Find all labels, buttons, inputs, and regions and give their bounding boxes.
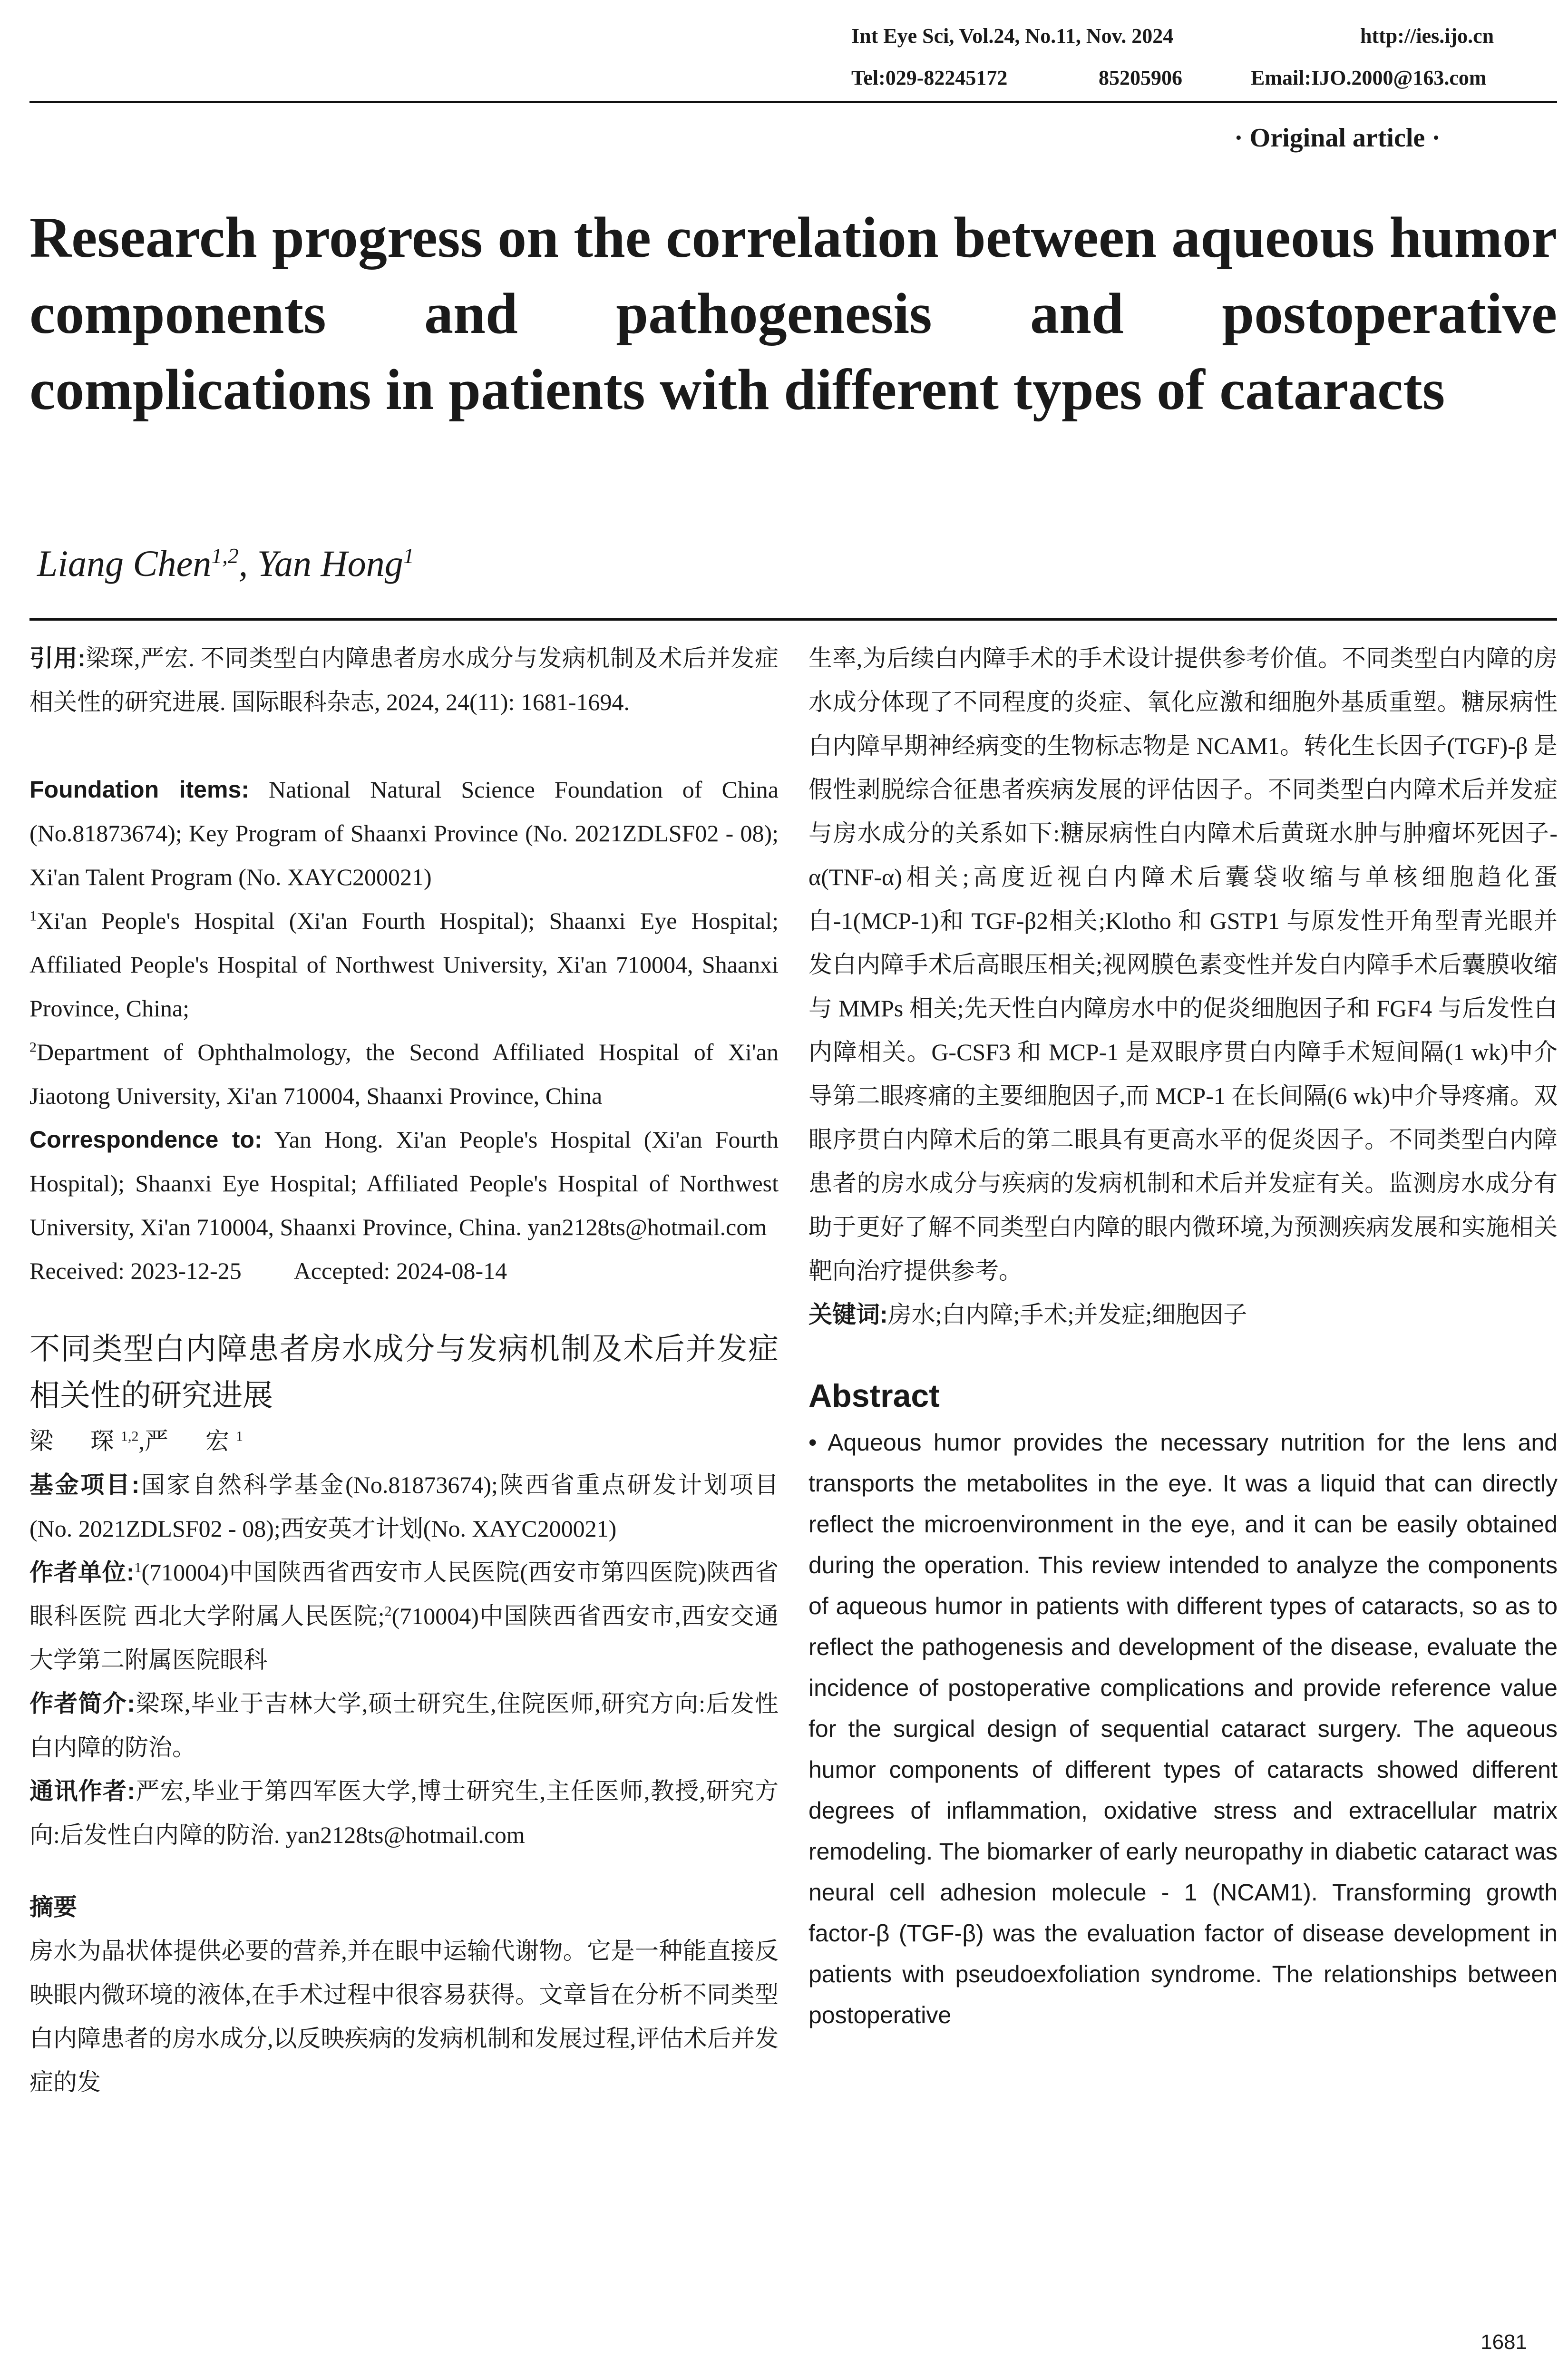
left-column xyxy=(29,636,779,2104)
journal-tel: Tel:029-82245172 xyxy=(851,66,1008,89)
unit-label: 作者单位: xyxy=(29,1559,135,1586)
correspondence-label: Correspondence to: xyxy=(29,1126,263,1153)
foundation-block xyxy=(29,768,779,899)
chinese-abstract-text: 房水为晶状体提供必要的营养,并在眼中运输代谢物。它是一种能直接反映眼内微环境的液体,在手术过程中很容易获得。文章旨在分析不同类型白内障患者的房水成分,以反映疾病的发病机制和发展过程,评估术后并发症的发 xyxy=(29,1938,779,2095)
journal-tel-2: 85205906 xyxy=(1099,66,1182,89)
bio-block xyxy=(29,1682,779,1769)
contact-text: 严宏,毕业于第四军医大学,博士研究生,主任医师,教授,研究方向:后发性白内障的防治. yan2128ts@hotmail.com xyxy=(29,1778,779,1848)
chinese-abstract-continued: 生率,为后续白内障手术的手术设计提供参考价值。不同类型白内障的房水成分体现了不同程度的炎症、氧化应激和细胞外基质重塑。糖尿病性白内障早期神经病变的生物标志物是 NCAM1。转化生长因子(TGF)-β 是假性剥脱综合征患者疾病发展的评估因子。不同类型白内障术后并发症与房水成分的关系如下:糖尿病性白内障术后黄斑水肿与肿瘤坏死因子-α(TNF-α)相关;高度近视白内障术后囊袋收缩与单核细胞趋化蛋白-1(MCP-1)和 TGF-β2相关;Klotho 和 GSTP1 与原发性开角型青光眼并发白内障手术后高眼压相关;视网膜色素变性并发白内障手术后囊膜收缩与 MMPs 相关;先天性白内障房水中的促炎细胞因子和 FGF4 与后发性白内障相关。G-CSF3 和 MCP-1 是双眼序贯白内障手术短间隔(1 wk)中介导第二眼疼痛的主要细胞因子,而 MCP-1 在长间隔(6 wk)中介导疼痛。双眼序贯白内障术后的第二眼具有更高水平的促炎因子。不同类型白内障患者的房水成分与疾病的发病机制和术后并发症有关。监测房水成分有助于更好了解不同类型白内障的眼内微环境,为预测疾病发展和实施相关靶向治疗提供参考。 xyxy=(808,645,1558,1284)
abstract-text: • Aqueous humor provides the necessary nutrition for the lens and transports the metabolites in the eye. It was a liquid that can directly reflect the microenvironment in the eye, and it can be easily obtained during the operation. This review intended to analyze the components of aqueous humor in patients with different types of cataracts, so as to reflect the pathogenesis and development of the disease, evaluate the incidence of postoperative complications and provide reference value for the surgical design of sequential cataract surgery. The aqueous humor components of different types of cataracts showed different degrees of inflammation, oxidative stress and extracellular matrix remodeling. The biomarker of early neuropathy in diabetic cataract was neural cell adhesion molecule - 1 (NCAM1). Transforming growth factor-β (TGF-β) was the evaluation factor of disease development in patients with pseudoexfoliation syndrome. The relationships between postoperative xyxy=(808,1429,1558,2028)
author-1-affil: 1,2 xyxy=(211,544,239,568)
foundation-text: National Natural Science Foundation of China (No.81873674); Key Program of Shaanxi Province (No. 2021ZDLSF02 - 08); Xi'an Talent Program (No. XAYC200021) xyxy=(29,776,779,890)
chinese-abstract-heading: 摘要 xyxy=(29,1894,77,1920)
fund-block xyxy=(29,1463,779,1550)
affiliation-1 xyxy=(29,899,779,1030)
keywords-text: 房水;白内障;手术;并发症;细胞因子 xyxy=(887,1301,1247,1328)
citation-label: 引用: xyxy=(29,645,86,672)
right-column xyxy=(808,636,1558,2036)
bio-label: 作者简介: xyxy=(29,1690,135,1717)
page-number: 1681 xyxy=(1480,2330,1527,2354)
received-date: Received: 2023-12-25 xyxy=(29,1257,242,1284)
unit-block xyxy=(29,1550,779,1682)
chinese-author-1: 梁 琛 xyxy=(29,1428,121,1454)
chinese-author-sep: , xyxy=(138,1428,145,1454)
unit-sup-2: 2 xyxy=(384,1603,392,1619)
journal-citation-line: Int Eye Sci, Vol.24, No.11, Nov. 2024 xyxy=(851,24,1174,48)
affiliation-1-sup: 1 xyxy=(29,908,37,924)
fund-text: 国家自然科学基金(No.81873674);陕西省重点研发计划项目(No. 2021ZDLSF02 - 08);西安英才计划(No. XAYC200021) xyxy=(29,1471,779,1542)
affiliation-2-sup: 2 xyxy=(29,1039,37,1055)
article-title: Research progress on the correlation between aqueous humor components and pathogenesis and postoperative complications in patients with different types of cataracts xyxy=(29,205,1557,422)
author-2-name: Yan Hong xyxy=(257,543,403,584)
journal-email[interactable]: Email:IJO.2000@163.com xyxy=(1251,66,1487,89)
article-type: · Original article · xyxy=(1234,123,1441,153)
header-rule xyxy=(29,101,1557,103)
citation-block xyxy=(29,636,779,724)
bio-text: 梁琛,毕业于吉林大学,硕士研究生,住院医师,研究方向:后发性白内障的防治。 xyxy=(29,1690,779,1761)
affiliation-2-text: Department of Ophthalmology, the Second Affiliated Hospital of Xi'an Jiaotong University, Xi'an 710004, Shaanxi Province, China xyxy=(29,1039,779,1109)
author-2-affil: 1 xyxy=(403,544,414,568)
correspondence-text: Yan Hong. Xi'an People's Hospital (Xi'an Fourth Hospital); Shaanxi Eye Hospital; Affiliated People's Hospital of Northwest University, Xi'an 710004, Shaanxi Province, China. yan2128ts@hotmail.com xyxy=(29,1126,779,1240)
fund-label: 基金项目: xyxy=(29,1471,140,1498)
journal-url[interactable]: http://ies.ijo.cn xyxy=(1360,24,1494,48)
dates-line xyxy=(29,1249,779,1293)
chinese-author-1-sup: 1,2 xyxy=(121,1428,139,1444)
unit-sup-1: 1 xyxy=(134,1559,142,1576)
unit-text-2: (710004)中国陕西省西安市,西安交通大学第二附属医院眼科 xyxy=(29,1603,779,1673)
chinese-author-2: 严 宏 xyxy=(145,1428,236,1454)
contact-block xyxy=(29,1769,779,1857)
author-1-name: Liang Chen xyxy=(37,543,212,584)
affiliation-1-text: Xi'an People's Hospital (Xi'an Fourth Hospital); Shaanxi Eye Hospital; Affiliated People's Hospital of Northwest University, Xi'an 710004, Shaanxi Province, China; xyxy=(29,907,779,1022)
unit-text-1: (710004)中国陕西省西安市人民医院(西安市第四医院)陕西省眼科医院 西北大学附属人民医院; xyxy=(29,1559,779,1629)
author-separator: , xyxy=(238,543,257,584)
keywords-label: 关键词: xyxy=(808,1301,888,1328)
chinese-author-2-sup: 1 xyxy=(236,1428,243,1444)
accepted-date: Accepted: 2024-08-14 xyxy=(293,1257,507,1284)
abstract-heading: Abstract xyxy=(808,1378,940,1414)
citation-text: 梁琛,严宏. 不同类型白内障患者房水成分与发病机制及术后并发症相关性的研究进展. 国际眼科杂志, 2024, 24(11): 1681-1694. xyxy=(29,645,779,715)
correspondence-block xyxy=(29,1118,779,1249)
chinese-authors xyxy=(29,1419,779,1463)
affiliation-2 xyxy=(29,1030,779,1118)
contact-label: 通讯作者: xyxy=(29,1778,136,1804)
chinese-title: 不同类型白内障患者房水成分与发病机制及术后并发症相关性的研究进展 xyxy=(29,1332,779,1413)
keywords-block xyxy=(808,1293,1558,1336)
author-line xyxy=(37,542,414,585)
authors-rule xyxy=(29,618,1557,621)
foundation-label: Foundation items: xyxy=(29,776,249,803)
